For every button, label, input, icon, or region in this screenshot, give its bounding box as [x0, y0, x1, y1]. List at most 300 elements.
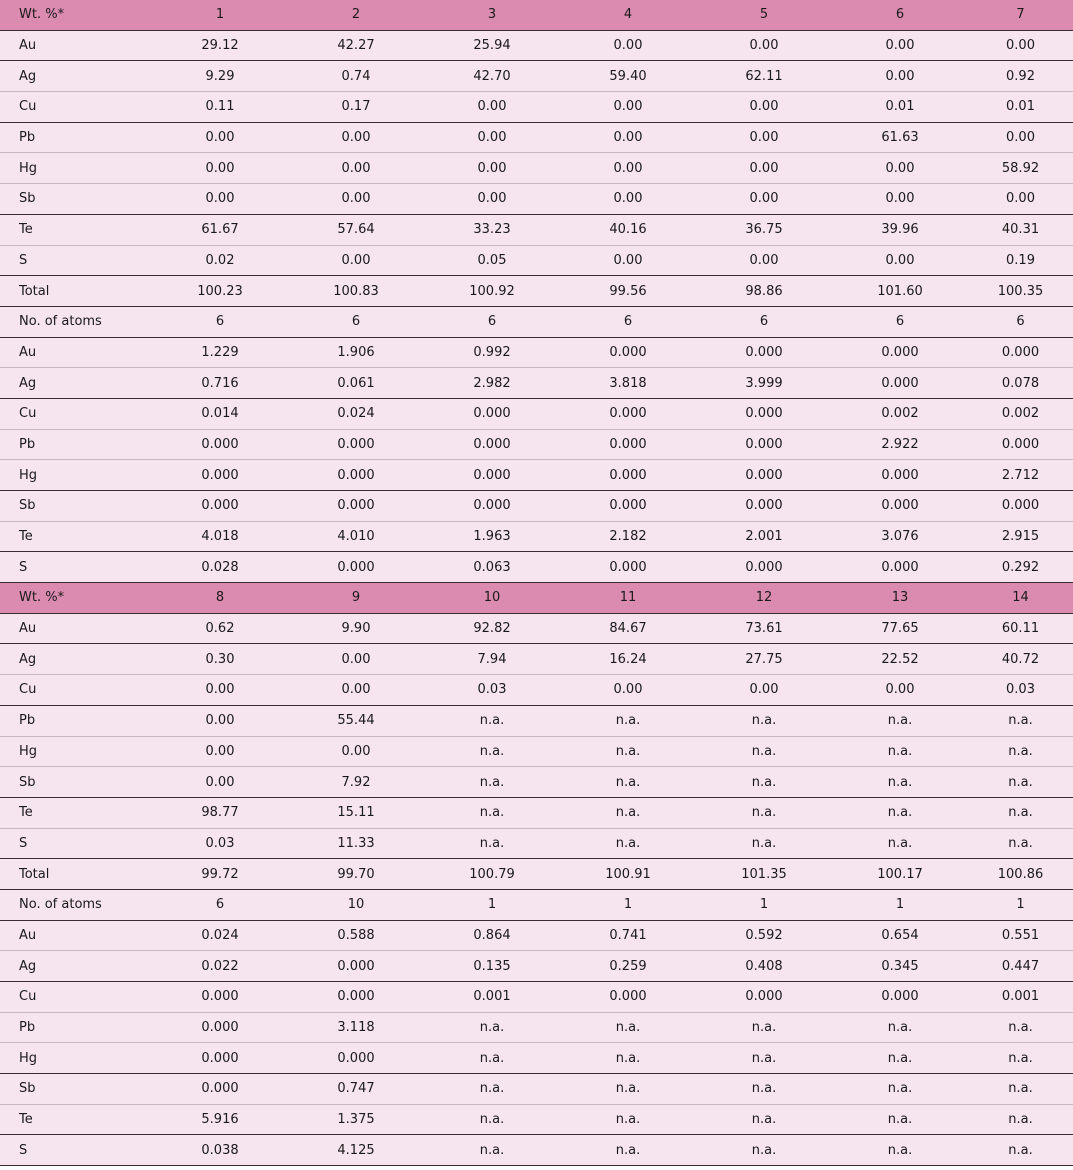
table-cell: 0.551 [968, 920, 1073, 951]
table-cell: 60.11 [968, 613, 1073, 644]
table-cell: 98.77 [152, 797, 288, 828]
table-cell: 2.982 [424, 368, 560, 399]
table-cell: 0.00 [424, 184, 560, 215]
table-row [0, 1012, 1073, 1043]
table-row [0, 460, 1073, 491]
table-cell: 0.00 [696, 153, 832, 184]
row-label: Ag [0, 644, 152, 675]
table-cell: 0.00 [152, 736, 288, 767]
table-cell: 4.010 [288, 521, 424, 552]
row-label: Total [0, 859, 152, 890]
table-cell: 0.864 [424, 920, 560, 951]
row-label: Sb [0, 767, 152, 798]
row-label: Ag [0, 951, 152, 982]
table-cell: 6 [560, 306, 696, 337]
table-cell: 0.02 [152, 245, 288, 276]
table-cell: n.a. [832, 1043, 968, 1074]
column-header: 10 [424, 583, 560, 614]
table-cell: n.a. [560, 1074, 696, 1105]
table-cell: 84.67 [560, 613, 696, 644]
table-cell: n.a. [968, 797, 1073, 828]
table-cell: 100.92 [424, 276, 560, 307]
table-cell: 1.906 [288, 337, 424, 368]
table-cell: n.a. [696, 797, 832, 828]
table-cell: 0.259 [560, 951, 696, 982]
table-cell: n.a. [832, 828, 968, 859]
table-cell: 42.27 [288, 30, 424, 61]
table-cell: 77.65 [832, 613, 968, 644]
row-label: Hg [0, 153, 152, 184]
table-cell: 101.60 [832, 276, 968, 307]
table-cell: n.a. [832, 705, 968, 736]
table-cell: 0.000 [968, 429, 1073, 460]
table-row [0, 613, 1073, 644]
row-label: Te [0, 1104, 152, 1135]
row-label: S [0, 1135, 152, 1166]
table-cell: n.a. [560, 736, 696, 767]
table-cell: 0.000 [696, 552, 832, 583]
table-cell: n.a. [424, 1135, 560, 1166]
table-cell: 0.002 [968, 398, 1073, 429]
row-label: Hg [0, 1043, 152, 1074]
table-cell: 2.915 [968, 521, 1073, 552]
table-cell: 0.00 [832, 245, 968, 276]
table-cell: 0.000 [696, 429, 832, 460]
table-cell: 0.00 [968, 30, 1073, 61]
row-label: Te [0, 521, 152, 552]
table-cell: 0.92 [968, 61, 1073, 92]
table-cell: 42.70 [424, 61, 560, 92]
table-cell: n.a. [696, 705, 832, 736]
table-row [0, 1104, 1073, 1135]
column-header: 11 [560, 583, 696, 614]
row-label: S [0, 828, 152, 859]
table-row [0, 797, 1073, 828]
table-cell: n.a. [696, 1104, 832, 1135]
table-cell: 1.375 [288, 1104, 424, 1135]
table-cell: 0.00 [832, 184, 968, 215]
table-row [0, 368, 1073, 399]
table-row [0, 644, 1073, 675]
row-label: Hg [0, 736, 152, 767]
row-label: Ag [0, 368, 152, 399]
table-cell: n.a. [560, 1135, 696, 1166]
table-cell: n.a. [424, 1043, 560, 1074]
table-row [0, 153, 1073, 184]
table-cell: 0.00 [560, 30, 696, 61]
table-cell: 1 [968, 889, 1073, 920]
table-cell: 40.72 [968, 644, 1073, 675]
table-cell: 0.000 [832, 982, 968, 1013]
table-cell: n.a. [968, 736, 1073, 767]
table-cell: 3.118 [288, 1012, 424, 1043]
table-cell: 0.038 [152, 1135, 288, 1166]
table-cell: 0.000 [560, 398, 696, 429]
table-cell: n.a. [968, 1135, 1073, 1166]
table-cell: 0.063 [424, 552, 560, 583]
row-label: Te [0, 797, 152, 828]
table-cell: 0.747 [288, 1074, 424, 1105]
table-cell: 36.75 [696, 214, 832, 245]
table-cell: 2.182 [560, 521, 696, 552]
table-cell: 0.000 [560, 460, 696, 491]
column-header: 1 [152, 0, 288, 30]
table-row [0, 184, 1073, 215]
table-cell: 33.23 [424, 214, 560, 245]
table-cell: 100.79 [424, 859, 560, 890]
table-cell: 0.000 [560, 429, 696, 460]
table-row [0, 1074, 1073, 1105]
table-cell: 0.19 [968, 245, 1073, 276]
table-cell: n.a. [832, 1074, 968, 1105]
row-label: Pb [0, 122, 152, 153]
row-label: Te [0, 214, 152, 245]
table-cell: 0.00 [152, 767, 288, 798]
row-label: Hg [0, 460, 152, 491]
table-row [0, 92, 1073, 123]
table-cell: 0.000 [968, 337, 1073, 368]
table-cell: n.a. [696, 1012, 832, 1043]
table-cell: n.a. [832, 1104, 968, 1135]
table-cell: 0.000 [288, 951, 424, 982]
column-header: 9 [288, 583, 424, 614]
table-cell: 0.000 [288, 982, 424, 1013]
table-row [0, 828, 1073, 859]
table-cell: n.a. [832, 1012, 968, 1043]
table-cell: n.a. [832, 797, 968, 828]
table-cell: n.a. [832, 1135, 968, 1166]
table-cell: 5.916 [152, 1104, 288, 1135]
table-row [0, 920, 1073, 951]
table-cell: 2.001 [696, 521, 832, 552]
table-cell: 0.001 [424, 982, 560, 1013]
table-cell: 0.345 [832, 951, 968, 982]
table-cell: 100.86 [968, 859, 1073, 890]
table-cell: 0.002 [832, 398, 968, 429]
table-cell: 39.96 [832, 214, 968, 245]
table-cell: 0.00 [424, 92, 560, 123]
table-cell: 0.00 [968, 184, 1073, 215]
table-row [0, 951, 1073, 982]
table-cell: 101.35 [696, 859, 832, 890]
table-cell: 58.92 [968, 153, 1073, 184]
table-row [0, 767, 1073, 798]
table-row [0, 1043, 1073, 1074]
row-label: S [0, 245, 152, 276]
table-cell: 0.17 [288, 92, 424, 123]
table-cell: 0.00 [560, 184, 696, 215]
table-cell: 0.000 [696, 982, 832, 1013]
row-label: Au [0, 613, 152, 644]
table-cell: 0.000 [288, 552, 424, 583]
table-cell: 4.018 [152, 521, 288, 552]
table-cell: 0.00 [152, 153, 288, 184]
table-cell: 0.000 [288, 460, 424, 491]
table-cell: n.a. [968, 1012, 1073, 1043]
table-cell: n.a. [560, 1104, 696, 1135]
table-cell: n.a. [424, 1012, 560, 1043]
table-cell: 0.135 [424, 951, 560, 982]
table-cell: 0.00 [288, 675, 424, 706]
row-label: Cu [0, 398, 152, 429]
table-cell: 0.00 [696, 92, 832, 123]
table-cell: 0.000 [288, 1043, 424, 1074]
table-cell: n.a. [968, 1074, 1073, 1105]
table-cell: n.a. [560, 1012, 696, 1043]
table-cell: 0.00 [696, 184, 832, 215]
column-header: 5 [696, 0, 832, 30]
table-row [0, 889, 1073, 920]
column-header: 8 [152, 583, 288, 614]
table-row [0, 30, 1073, 61]
column-header: 6 [832, 0, 968, 30]
table-cell: 0.00 [560, 122, 696, 153]
table-cell: n.a. [696, 1135, 832, 1166]
table-header-row [0, 583, 1073, 614]
row-label: Cu [0, 982, 152, 1013]
table-cell: n.a. [560, 767, 696, 798]
table-cell: n.a. [560, 797, 696, 828]
table-cell: n.a. [696, 1043, 832, 1074]
table-row [0, 276, 1073, 307]
table-cell: 0.00 [152, 122, 288, 153]
row-label: Sb [0, 184, 152, 215]
table-cell: 0.00 [832, 61, 968, 92]
table-cell: 100.83 [288, 276, 424, 307]
table-cell: 0.000 [152, 1012, 288, 1043]
table-cell: 0.30 [152, 644, 288, 675]
table-cell: 15.11 [288, 797, 424, 828]
table-cell: n.a. [968, 828, 1073, 859]
table-cell: 0.00 [832, 30, 968, 61]
table-cell: 0.00 [288, 644, 424, 675]
table-cell: 0.061 [288, 368, 424, 399]
table-cell: 0.03 [424, 675, 560, 706]
table-cell: 7.94 [424, 644, 560, 675]
table-cell: n.a. [424, 797, 560, 828]
table-cell: 6 [288, 306, 424, 337]
table-cell: 0.000 [696, 398, 832, 429]
table-cell: n.a. [696, 1074, 832, 1105]
table-cell: 6 [832, 306, 968, 337]
table-cell: 9.90 [288, 613, 424, 644]
table-cell: 0.03 [152, 828, 288, 859]
table-cell: 0.00 [288, 184, 424, 215]
table-cell: 1 [560, 889, 696, 920]
table-cell: 0.000 [560, 337, 696, 368]
table-cell: 1 [832, 889, 968, 920]
table-cell: 1.963 [424, 521, 560, 552]
table-row [0, 552, 1073, 583]
table-cell: 25.94 [424, 30, 560, 61]
table-cell: 55.44 [288, 705, 424, 736]
table-cell: 0.000 [424, 460, 560, 491]
table-cell: 59.40 [560, 61, 696, 92]
row-label: Cu [0, 675, 152, 706]
table-cell: 0.00 [288, 245, 424, 276]
table-cell: n.a. [696, 828, 832, 859]
table-cell: n.a. [832, 736, 968, 767]
table-cell: 92.82 [424, 613, 560, 644]
row-label: Pb [0, 429, 152, 460]
table-row [0, 705, 1073, 736]
table-cell: 0.078 [968, 368, 1073, 399]
table-cell: 0.000 [424, 491, 560, 522]
table-cell: 0.00 [968, 122, 1073, 153]
table-cell: 22.52 [832, 644, 968, 675]
table-cell: 0.000 [424, 429, 560, 460]
table-cell: 0.014 [152, 398, 288, 429]
table-cell: 0.00 [424, 153, 560, 184]
table-cell: 0.00 [288, 736, 424, 767]
table-row [0, 429, 1073, 460]
table-cell: 6 [968, 306, 1073, 337]
table-cell: n.a. [968, 705, 1073, 736]
table-cell: 16.24 [560, 644, 696, 675]
table-row [0, 859, 1073, 890]
table-cell: 40.31 [968, 214, 1073, 245]
table-cell: 3.999 [696, 368, 832, 399]
table-cell: 0.00 [288, 122, 424, 153]
row-label: Wt. %* [0, 0, 152, 30]
table-cell: 0.00 [152, 184, 288, 215]
table-cell: 10 [288, 889, 424, 920]
table-cell: 57.64 [288, 214, 424, 245]
table-cell: 0.292 [968, 552, 1073, 583]
row-label: Au [0, 337, 152, 368]
table-cell: 62.11 [696, 61, 832, 92]
column-header: 14 [968, 583, 1073, 614]
table-row [0, 306, 1073, 337]
table-cell: 100.91 [560, 859, 696, 890]
table-cell: n.a. [696, 767, 832, 798]
table-cell: n.a. [560, 705, 696, 736]
column-header: 3 [424, 0, 560, 30]
table-cell: 0.000 [288, 429, 424, 460]
table-cell: 2.922 [832, 429, 968, 460]
table-cell: 0.000 [152, 491, 288, 522]
table-cell: 100.23 [152, 276, 288, 307]
table-cell: 0.741 [560, 920, 696, 951]
table-cell: 0.000 [832, 460, 968, 491]
table-cell: 0.00 [560, 92, 696, 123]
table-cell: 0.447 [968, 951, 1073, 982]
table-cell: 6 [152, 306, 288, 337]
table-cell: 0.00 [560, 245, 696, 276]
table-cell: 1 [424, 889, 560, 920]
table-cell: n.a. [968, 1043, 1073, 1074]
table-cell: 2.712 [968, 460, 1073, 491]
row-label: No. of atoms [0, 306, 152, 337]
row-label: Total [0, 276, 152, 307]
table-cell: n.a. [696, 736, 832, 767]
table-cell: 61.63 [832, 122, 968, 153]
table-cell: n.a. [424, 1104, 560, 1135]
column-header: 2 [288, 0, 424, 30]
table-cell: 0.001 [968, 982, 1073, 1013]
table-cell: 0.000 [696, 491, 832, 522]
column-header: 4 [560, 0, 696, 30]
table-cell: 0.716 [152, 368, 288, 399]
table-cell: 9.29 [152, 61, 288, 92]
table-cell: 0.74 [288, 61, 424, 92]
table-cell: 0.00 [832, 153, 968, 184]
table-cell: 6 [152, 889, 288, 920]
table-cell: 0.01 [968, 92, 1073, 123]
table-header-row [0, 0, 1073, 30]
table-cell: 0.00 [152, 675, 288, 706]
table-row [0, 337, 1073, 368]
table-cell: 6 [424, 306, 560, 337]
table-cell: n.a. [424, 736, 560, 767]
table-cell: 0.000 [288, 491, 424, 522]
table-cell: 0.024 [288, 398, 424, 429]
table-cell: n.a. [424, 1074, 560, 1105]
table-cell: 0.00 [832, 675, 968, 706]
row-label: Au [0, 30, 152, 61]
table-cell: 98.86 [696, 276, 832, 307]
table-cell: 0.00 [560, 153, 696, 184]
table-cell: n.a. [424, 767, 560, 798]
table-cell: 3.818 [560, 368, 696, 399]
table-cell: n.a. [424, 828, 560, 859]
row-label: Pb [0, 1012, 152, 1043]
table-cell: 29.12 [152, 30, 288, 61]
table-row [0, 521, 1073, 552]
table-cell: 0.00 [288, 153, 424, 184]
row-label: Sb [0, 491, 152, 522]
table-row [0, 675, 1073, 706]
table-row [0, 491, 1073, 522]
table-cell: 0.000 [696, 337, 832, 368]
table-cell: 7.92 [288, 767, 424, 798]
table-cell: 4.125 [288, 1135, 424, 1166]
table-cell: 0.654 [832, 920, 968, 951]
table-cell: 0.408 [696, 951, 832, 982]
table-cell: 27.75 [696, 644, 832, 675]
table-cell: 0.000 [832, 368, 968, 399]
table-cell: 0.022 [152, 951, 288, 982]
table-row [0, 214, 1073, 245]
table-row [0, 245, 1073, 276]
table-row [0, 61, 1073, 92]
table-cell: n.a. [968, 1104, 1073, 1135]
table-cell: 0.000 [832, 552, 968, 583]
table-cell: 0.00 [696, 30, 832, 61]
table-cell: 0.00 [696, 122, 832, 153]
table-cell: 40.16 [560, 214, 696, 245]
table-cell: 0.000 [152, 460, 288, 491]
table-cell: 3.076 [832, 521, 968, 552]
table-cell: 99.70 [288, 859, 424, 890]
table-cell: 100.35 [968, 276, 1073, 307]
table-cell: n.a. [968, 767, 1073, 798]
row-label: Ag [0, 61, 152, 92]
table-cell: 0.000 [152, 1043, 288, 1074]
table-cell: 0.000 [424, 398, 560, 429]
table-cell: 0.992 [424, 337, 560, 368]
table-cell: n.a. [424, 705, 560, 736]
table-row [0, 398, 1073, 429]
table-cell: 73.61 [696, 613, 832, 644]
table-cell: 99.72 [152, 859, 288, 890]
table-cell: 0.588 [288, 920, 424, 951]
table-cell: 0.11 [152, 92, 288, 123]
row-label: S [0, 552, 152, 583]
table-cell: 99.56 [560, 276, 696, 307]
table-cell: 0.024 [152, 920, 288, 951]
row-label: Au [0, 920, 152, 951]
